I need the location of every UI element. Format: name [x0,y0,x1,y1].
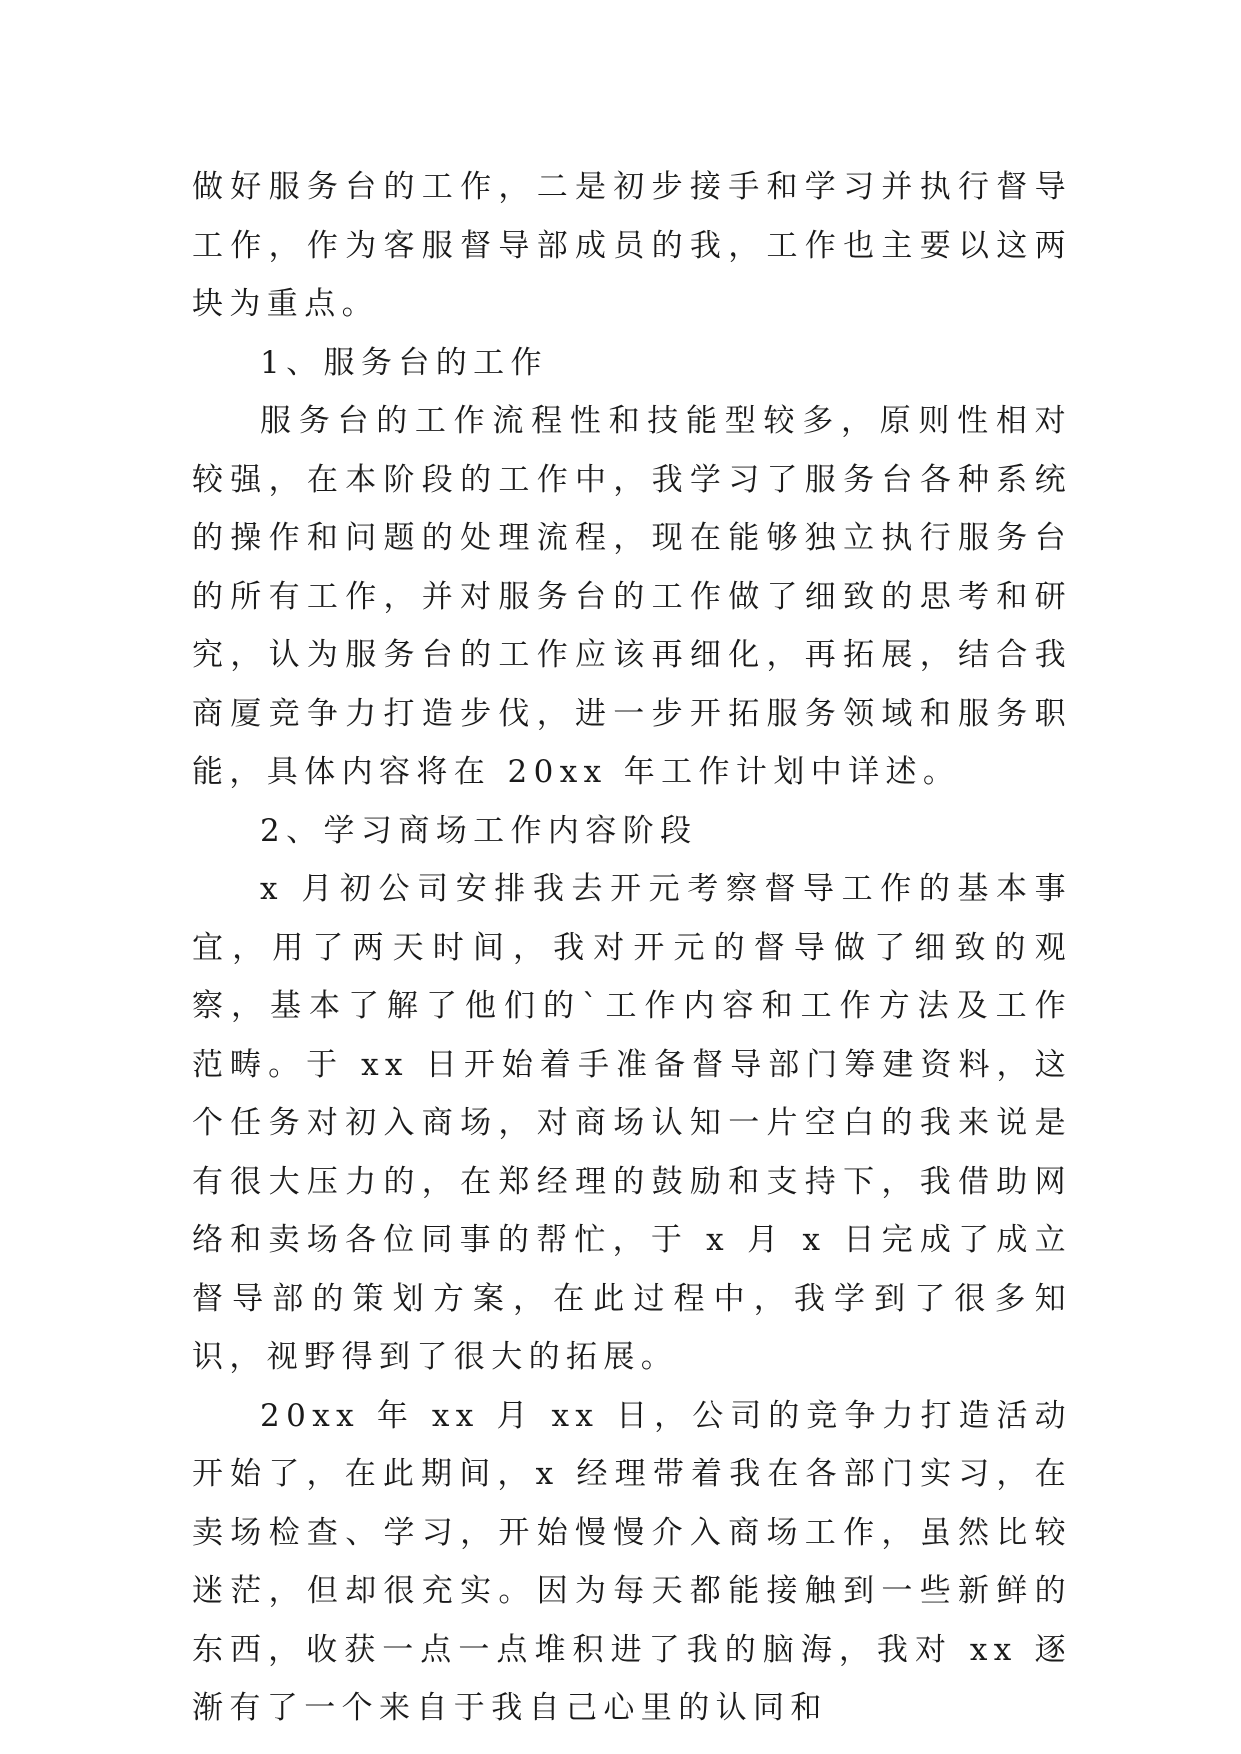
paragraph-service-desk-intro: 做好服务台的工作，二是初步接手和学习并执行督导工作，作为客服督导部成员的我，工作也主要以这两块为重点。 [192,169,1072,322]
paragraph-competitiveness-activity: 20xx 年 xx 月 xx 日，公司的竞争力打造活动开始了，在此期间，x 经理带着我在各部门实习，在卖场检查、学习，开始慢慢介入商场工作，虽然比较迷茫，但却很充实。因为每天都能接触到一些新鲜的东西，收获一点一点堆积进了我的脑海，我对 xx 逐渐有了一个来自于我自己心里的认同和 [192,1397,1072,1726]
paragraph-service-desk-work: 服务台的工作流程性和技能型较多，原则性相对较强，在本阶段的工作中，我学习了服务台各种系统的操作和问题的处理流程，现在能够独立执行服务台的所有工作，并对服务台的工作做了细致的思考和研究，认为服务台的工作应该再细化，再拓展，结合我商厦竞争力打造步伐，进一步开拓服务领域和服务职能，具体内容将在 20xx 年工作计划中详述。 [192,403,1072,790]
document-body [192,158,1072,1738]
section-heading-learning-stage: 2、学习商场工作内容阶段 [260,812,698,849]
paragraph-supervision-preparation: x 月初公司安排我去开元考察督导工作的基本事宜，用了两天时间，我对开元的督导做了细致的观察，基本了解了他们的`工作内容和工作方法及工作范畴。于 xx 日开始着手准备督导部门筹建资料，这个任务对初入商场，对商场认知一片空白的我来说是有很大压力的，在郑经理的鼓励和支持下，我借助网络和卖场各位同事的帮忙，于 x 月 x 日完成了成立督导部的策划方案，在此过程中，我学到了很多知识，视野得到了很大的拓展。 [192,871,1072,1375]
section-heading-service-desk: 1、服务台的工作 [260,344,548,381]
